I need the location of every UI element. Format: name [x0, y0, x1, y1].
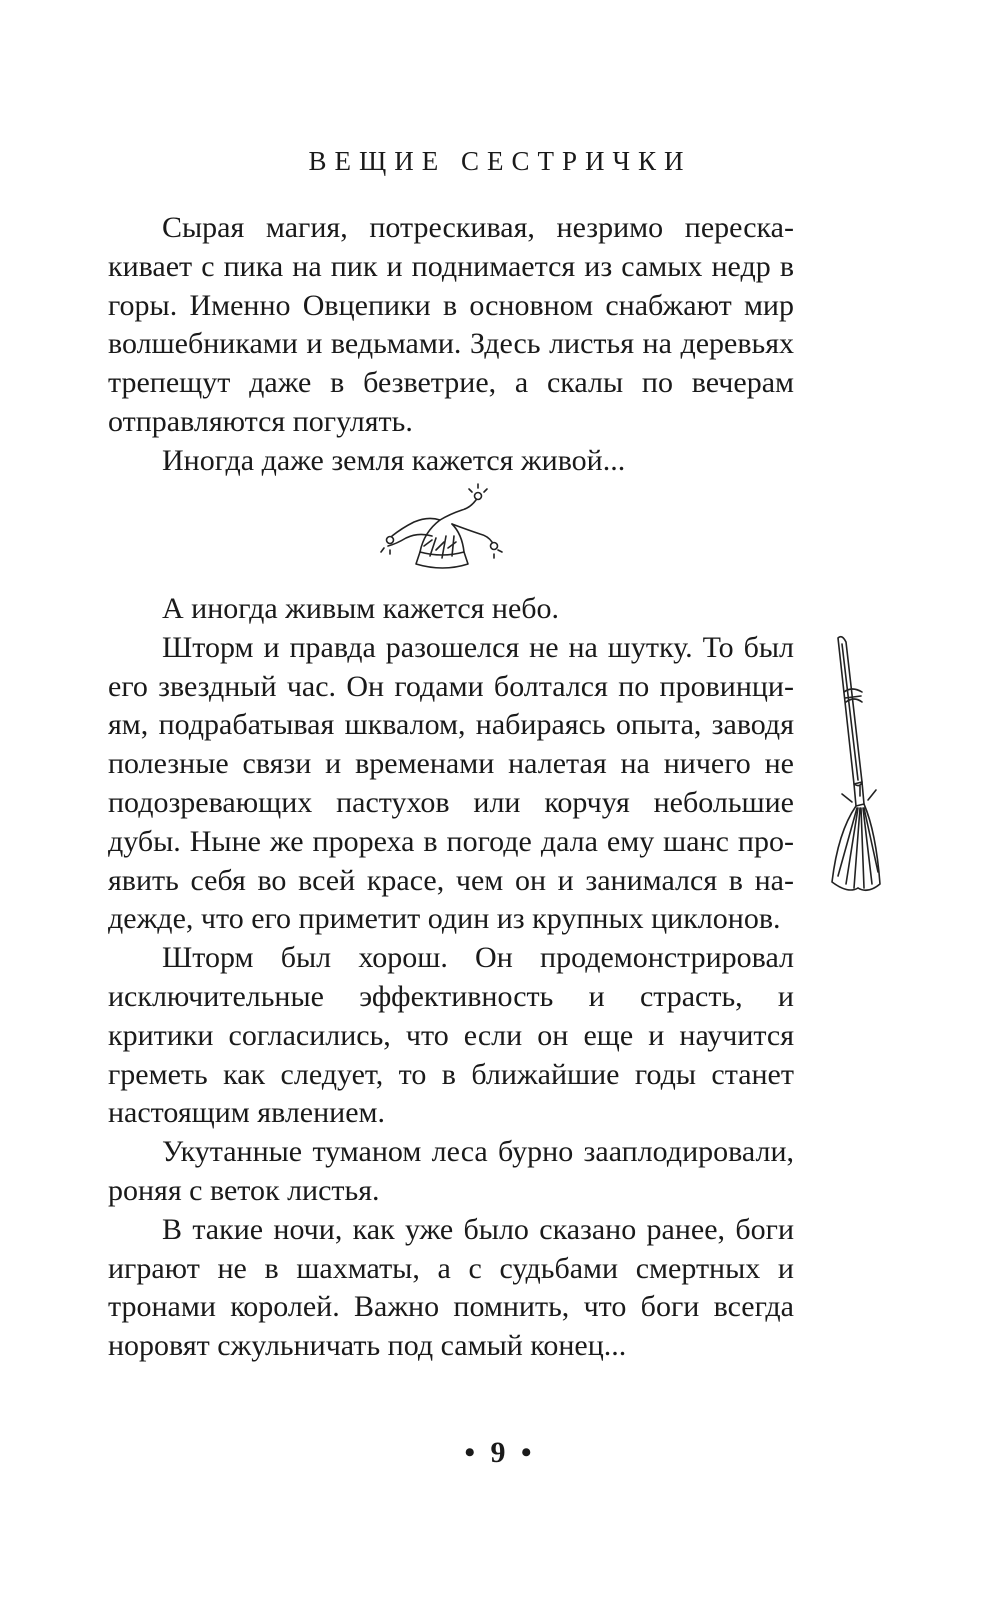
page-number: • 9 •: [464, 1436, 536, 1469]
paragraph: А иногда живым кажется небо.: [162, 592, 560, 625]
broom-icon: [828, 632, 884, 908]
paragraph: Иногда даже земля кажется живой...: [162, 443, 626, 477]
jester-hat-icon: [380, 480, 506, 580]
paragraph: Укутанные туманом леса бурно зааплодировали, роняя с веток листья.: [108, 1135, 794, 1207]
running-head: ВЕЩИЕ СЕСТРИЧКИ: [308, 146, 692, 176]
text-section-1: [108, 209, 794, 481]
paragraph: Сырая магия, потрескивая, незримо перескакивает с пика на пик и поднимается из самых недр в горы. Именно Овцепики в основном снабжают мир волшебниками и ведьмами. Здесь листья на деревьях трепещут даже в безветрие, а скалы по вечерам отправляются погулять.: [108, 211, 794, 438]
paragraph: Шторм был хорош. Он продемонстрировал исключительные эффективность и страсть, и критики согласились, что если он еще и научится греметь как следует, то в ближайшие годы станет настоящим явлением.: [108, 941, 794, 1130]
paragraph: В такие ночи, как уже было сказано ранее, боги играют не в шахматы, а с судьбами смертных и тронами королей. Важно помнить, что боги всегда норовят сжульничать под самый конец...: [108, 1212, 794, 1363]
text-section-2: [108, 590, 794, 1366]
paragraph: Шторм и правда разошелся не на шутку. То был его звездный час. Он годами болтался по провинциям, подрабатывая шквалом, набираясь опыта, заводя полезные связи и временами налетая на ничего не подозревающих пастухов или корчуя небольшие дубы. Ныне же прореха в погоде дала ему шанс проявить себя во всей красе, чем он и занимался в надежде, что его приметит один из крупных циклонов.: [108, 630, 794, 936]
